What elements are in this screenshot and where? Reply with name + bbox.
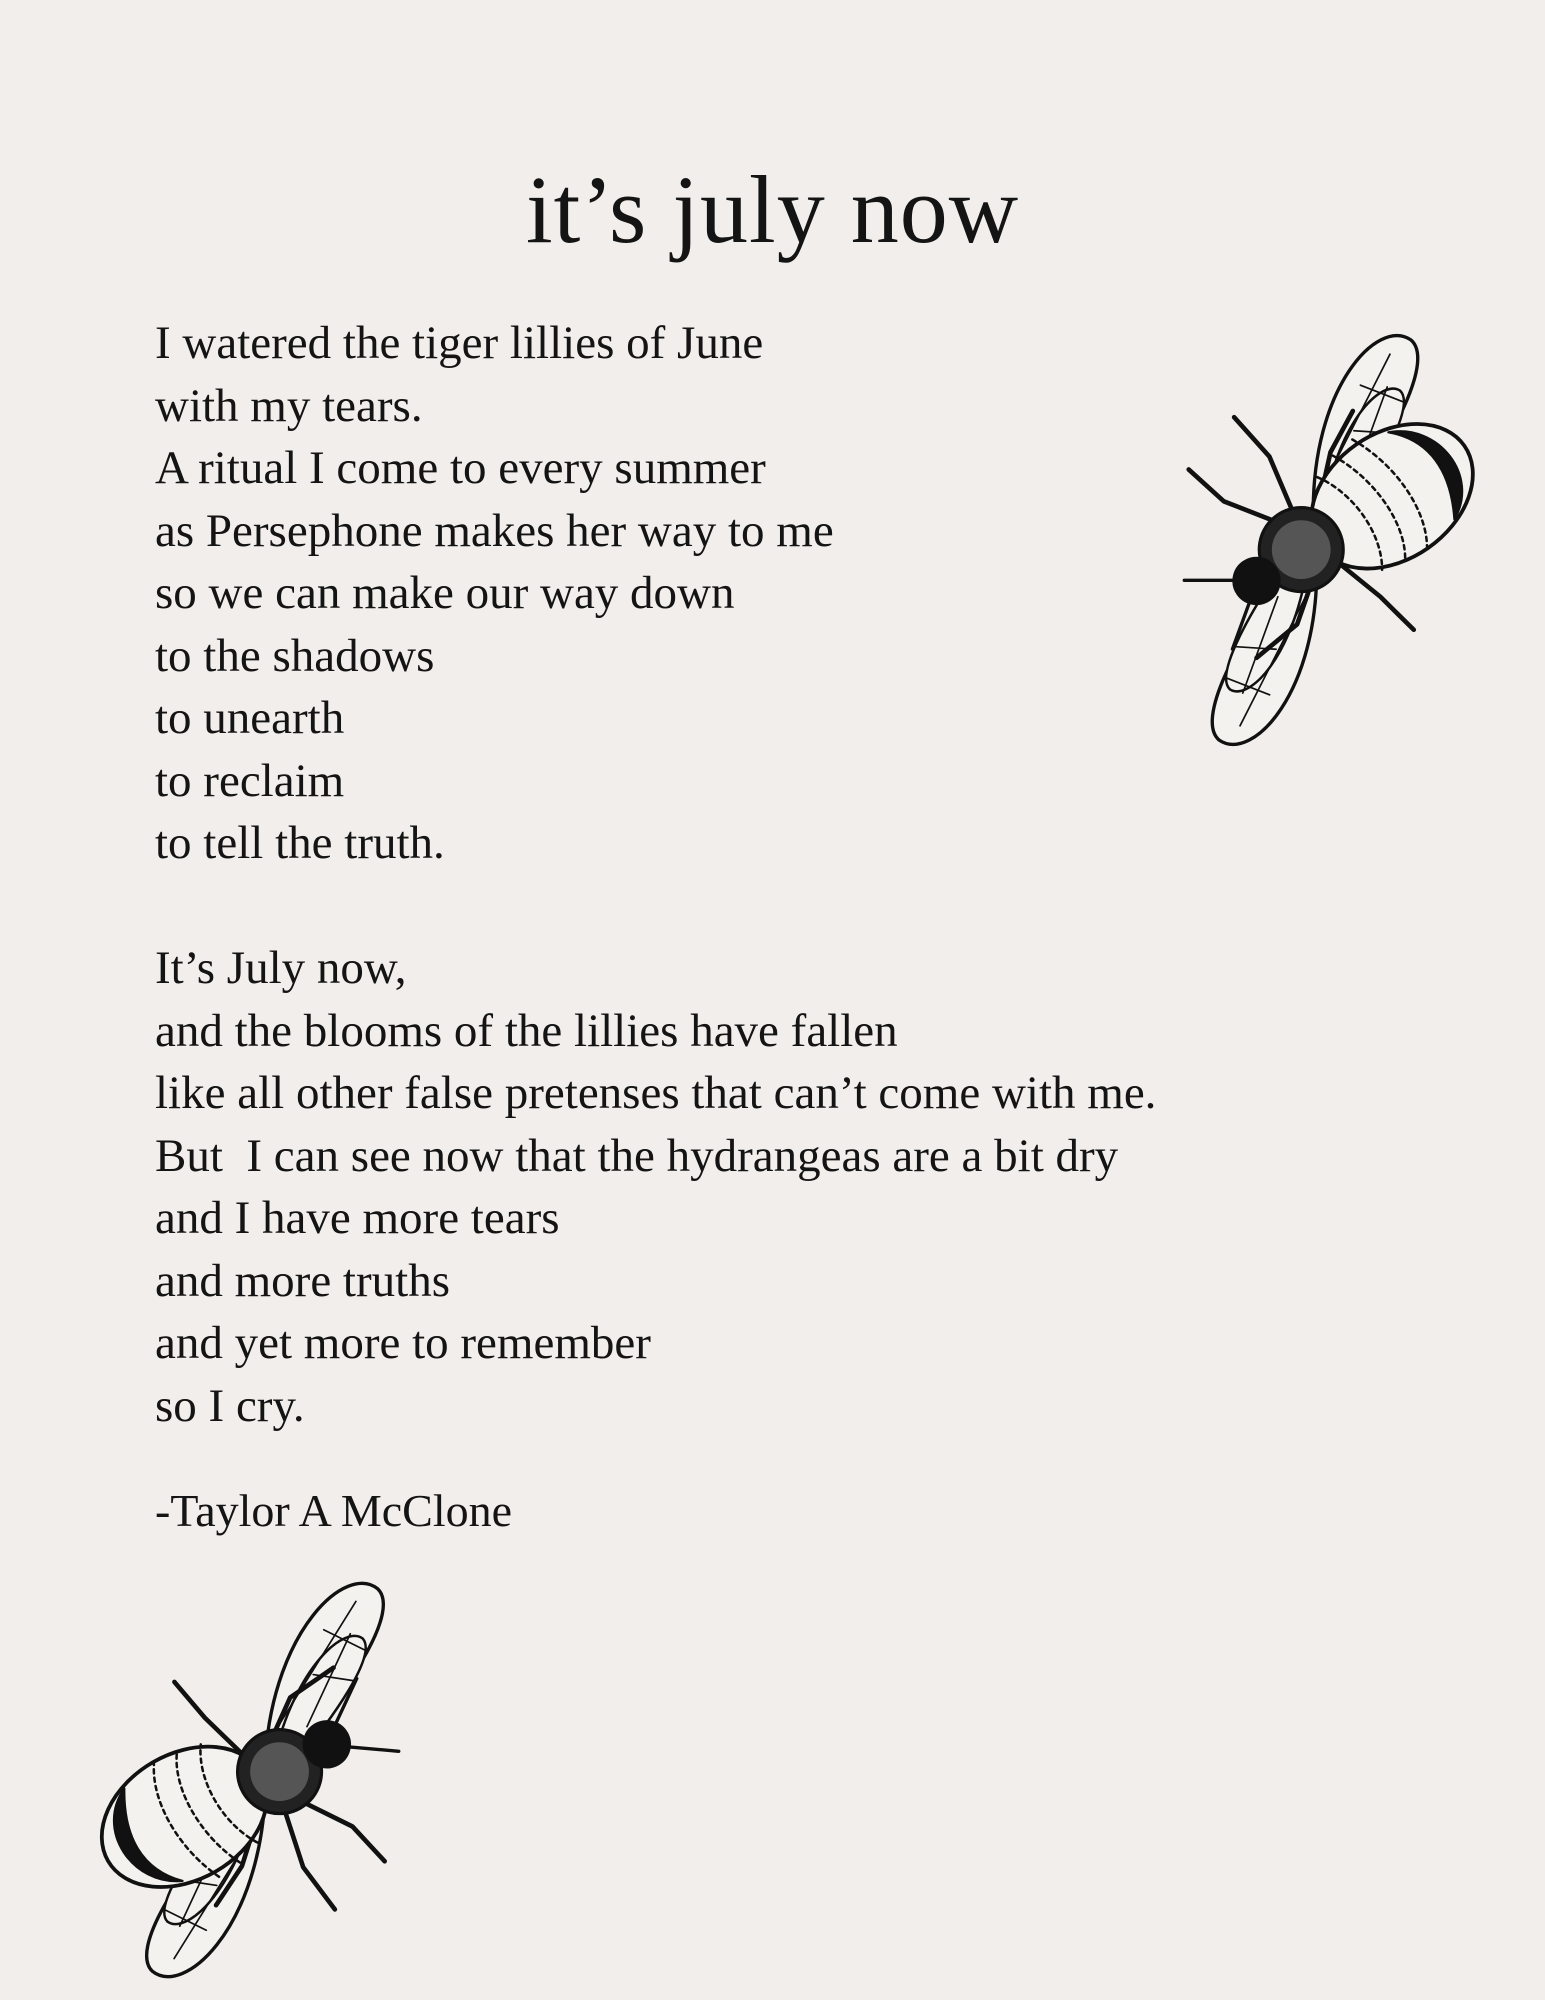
- poem-line: But I can see now that the hydrangeas are a bit dry: [155, 1129, 1119, 1182]
- poem-line: with my tears.: [155, 379, 423, 432]
- poem-line: to reclaim: [155, 754, 345, 807]
- poem-line: to tell the truth.: [155, 817, 445, 869]
- poem-line: and more truths: [155, 1254, 450, 1307]
- poem-line: A ritual I come to every summer: [155, 442, 766, 494]
- poem-line: and I have more tears: [155, 1192, 560, 1244]
- poem-line: to unearth: [155, 692, 345, 744]
- bee-illustration-icon: [1100, 330, 1530, 750]
- poem-line: so I cry.: [155, 1379, 305, 1432]
- poem-signature: -Taylor A McClone: [155, 1485, 513, 1536]
- poem-line: and the blooms of the lillies have fallen: [155, 1004, 898, 1057]
- poem-line: I watered the tiger lillies of June: [155, 317, 764, 369]
- poem-line: like all other false pretenses that can’t come with me.: [155, 1067, 1157, 1119]
- poem-line: and yet more to remember: [155, 1317, 651, 1369]
- poem-line: as Persephone makes her way to me: [155, 504, 834, 557]
- poem-title: it’s july now: [525, 156, 1020, 263]
- bee-illustration-icon: [55, 1565, 475, 1995]
- stanza-2: [155, 937, 1455, 1437]
- poem-line: to the shadows: [155, 629, 435, 682]
- poem-line: It’s July now,: [155, 942, 407, 994]
- poem-line: so we can make our way down: [155, 567, 735, 619]
